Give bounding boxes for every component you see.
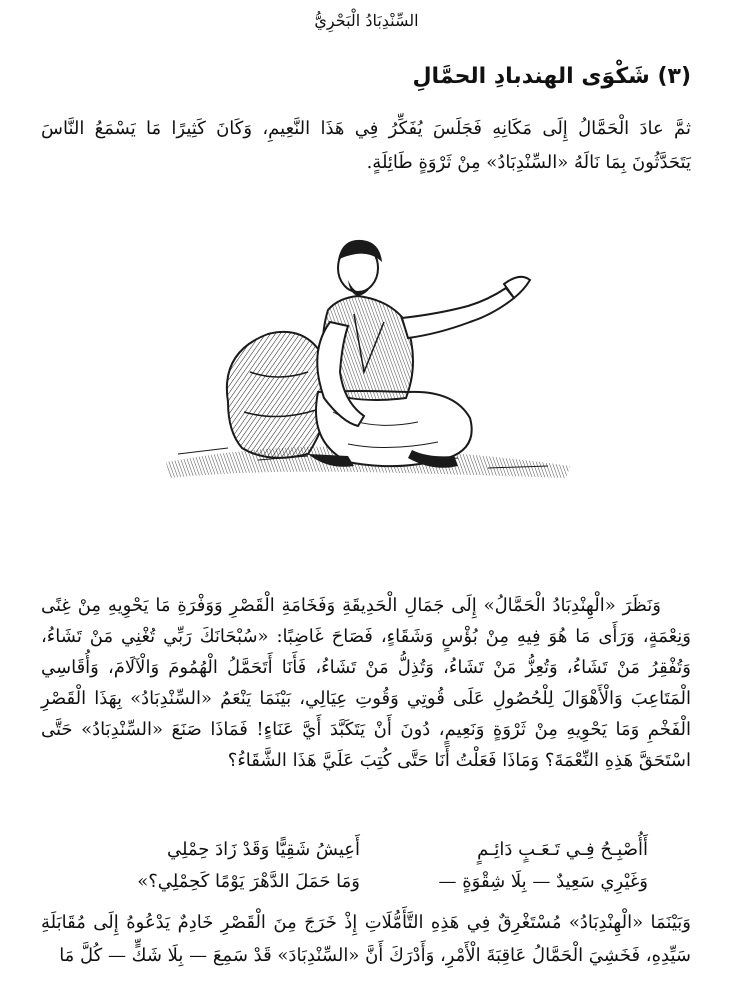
running-head: السِّنْدِبَادُ الْبَحْرِيُّ <box>314 11 419 30</box>
paragraph: ثمَّ عادَ الْحَمَّالُ إِلَى مَكَانِهِ فَجَلَسَ يُفَكِّرُ فِي هَذَا النَّعِيمِ، وَكَانَ كَثِيرًا مَا يَسْمَعُ النَّاسَ يَتَحَدَّثُونَ بِمَا نَالَهُ «السِّنْدِبَادُ» مِنْ ثَرْوَةٍ طَائِلَةٍ. <box>41 118 691 173</box>
verse-line: أَأُصْبِـحُ فِـي تَـعَـبٍ دَائِـمٍ <box>477 839 648 860</box>
chapter-title-text: شَكْوَى الهندبادِ الحمَّالِ <box>412 64 650 89</box>
poem <box>40 836 690 900</box>
chapter-title <box>412 62 691 92</box>
seated-porter-illustration <box>158 222 578 490</box>
chapter-number: (٣) <box>657 64 691 89</box>
verse-line: وَمَا حَمَلَ الدَّهْرَ يَوْمًا كَحِمْلِي؟» <box>137 871 360 892</box>
paragraph: وَنَظَرَ «الْهِنْدِبَادُ الْحَمَّالُ» إِلَى جَمَالِ الْحَدِيقَةِ وَفَخَامَةِ الْقَصْرِ وَوَفْرَةِ مَا يَحْوِيهِ مِنْ غِنًى وَنِعْمَةٍ، وَرَأَى مَا هُوَ فِيهِ مِنْ بُؤْسٍ وَشَقَاءٍ، فَصَاحَ غَاضِبًا: «سُبْحَانَكَ رَبِّي تُغْنِي مَنْ تَشَاءُ، وَتُفْقِرُ مَنْ تَشَاءُ، وَتُعِزُّ مَنْ تَشَاءُ، وَتُذِلُّ مَنْ تَشَاءُ، فَأَنَا أَتَحَمَّلُ الْهُمُومَ وَالْآلَامَ، وَأُقَاسِي الْمَتَاعِبَ وَالْأَهْوَالَ لِلْحُصُولِ عَلَى قُوتِي وَقُوتِ عِيَالِي، بَيْنَمَا يَنْعَمُ «السِّنْدِبَادُ» بِهَذَا الْقَصْرِ الْفَخْمِ وَمَا يَحْوِيهِ مِنْ ثَرْوَةٍ وَنَعِيمٍ، دُونَ أَنْ يَتَكَبَّدَ أَيَّ عَنَاءٍ! فَمَاذَا صَنَعَ «السِّنْدِبَادُ» حَتَّى اسْتَحَقَّ هَذِهِ النِّعْمَةَ؟ وَمَاذَا فَعَلْتُ أَنَا حَتَّى كُتِبَ عَلَيَّ هَذَا الشَّقَاءُ؟ <box>41 595 691 771</box>
verse-line: أَعِيشُ شَقِيًّا وَقَدْ زَادَ حِمْلِي <box>166 839 360 860</box>
verse-line: وَغَيْرِي سَعِيدٌ — بِلَا شِقْوَةٍ — <box>438 871 648 892</box>
paragraph: وَبَيْنَمَا «الْهِنْدِبَادُ» مُسْتَغْرِقٌ فِي هَذِهِ التَّأَمُّلَاتِ إِذْ خَرَجَ مِنَ الْقَصْرِ خَادِمٌ يَدْعُوهُ إِلَى مُقَابَلَةِ سَيِّدِهِ، فَخَشِيَ الْحَمَّالُ عَاقِبَةَ الْأَمْرِ، وَأَدْرَكَ أَنَّ «السِّنْدِبَادَ» قَدْ سَمِعَ — بِلَا شَكٍّ — كُلَّ مَا <box>41 912 691 966</box>
